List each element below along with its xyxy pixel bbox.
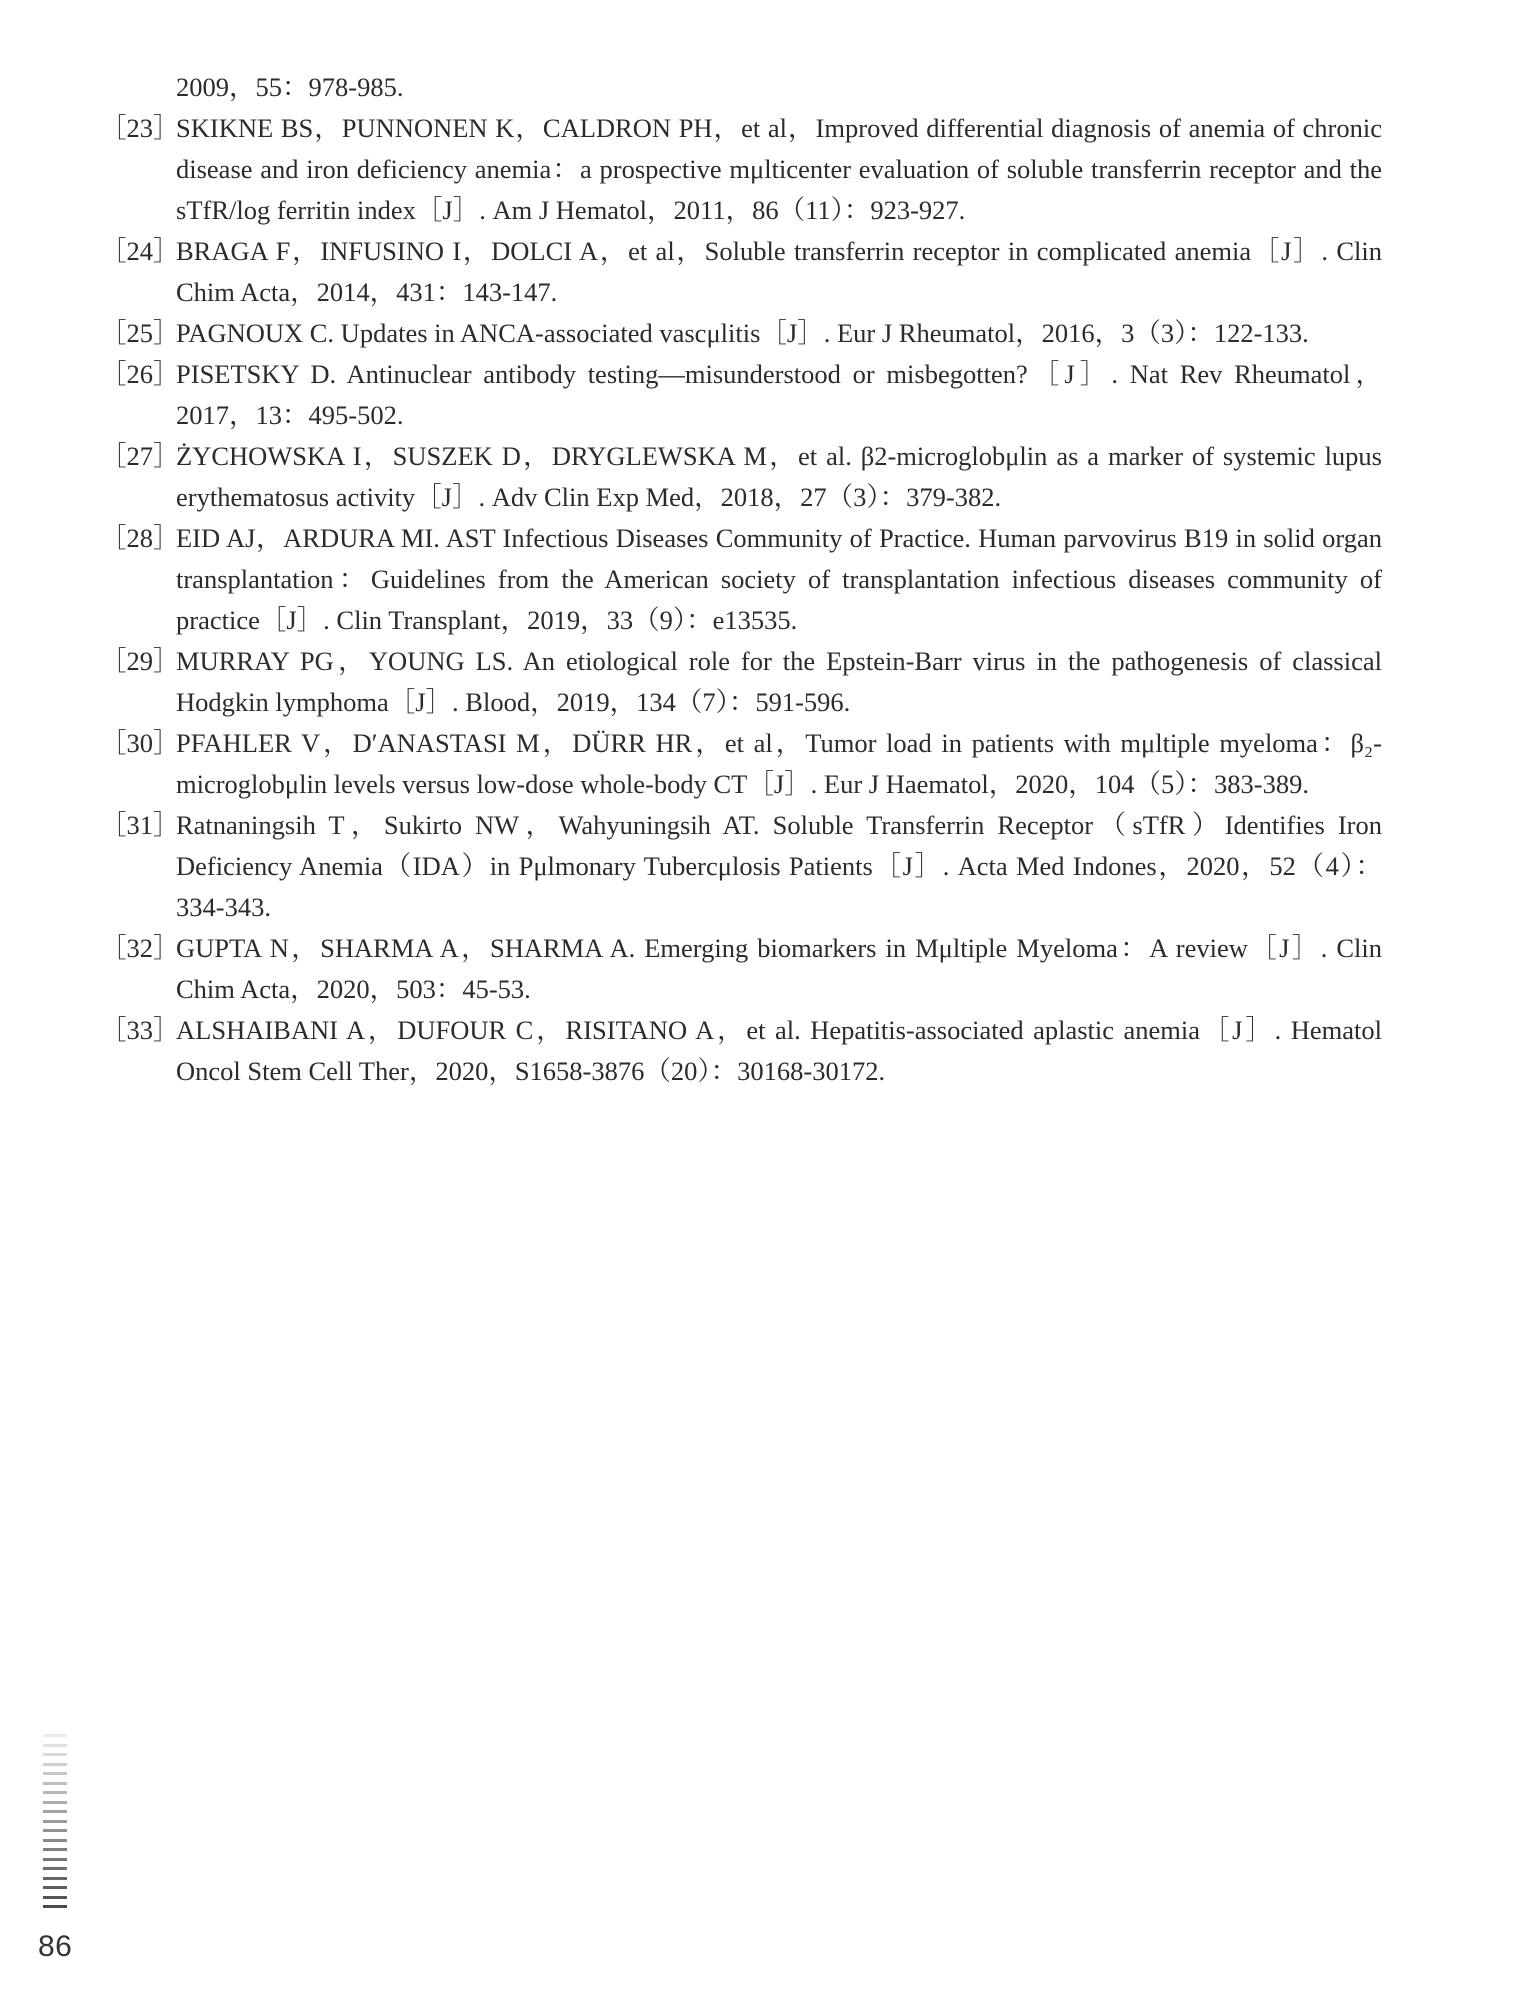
reference-item [100,641,1382,723]
decoration-bar [43,1896,67,1899]
reference-text: GUPTA N，SHARMA A，SHARMA A. Emerging biomarkers in Mμltiple Myeloma：A review［J］. Clin Chim Acta，2020，503：45-53. [176,933,1382,1004]
reference-item [100,1010,1382,1092]
reference-number: ［24］ [100,236,180,266]
reference-number: ［28］ [100,523,180,553]
reference-item [100,108,1382,231]
decoration-bar [43,1734,67,1737]
reference-number: ［23］ [100,113,180,143]
reference-text: PISETSKY D. Antinuclear antibody testing—misunderstood or misbegotten?［J］. Nat Rev Rheumatol，2017，13：495-502. [176,359,1382,430]
reference-item [100,518,1382,641]
reference-text: SKIKNE BS，PUNNONEN K，CALDRON PH，et al，Improved differential diagnosis of anemia of chronic disease and iron deficiency anemia：a prospective mμlticenter evaluation of soluble transferrin receptor and the sTfR/log ferritin index［J］. Am J Hematol，2011，86（11）：923-927. [176,113,1382,225]
reference-item [100,928,1382,1010]
reference-text: PAGNOUX C. Updates in ANCA-associated vascμlitis［J］. Eur J Rheumatol，2016，3（3）：122-133. [176,318,1309,348]
decoration-bar [43,1791,67,1794]
reference-item [100,354,1382,436]
reference-text: MURRAY PG，YOUNG LS. An etiological role for the Epstein-Barr virus in the pathogenesis of classical Hodgkin lymphoma［J］. Blood，2019，134（7）：591-596. [176,646,1382,717]
reference-number: ［25］ [100,318,180,348]
reference-number: ［33］ [100,1015,180,1045]
decoration-bar [43,1877,67,1880]
decoration-bar [43,1848,67,1851]
reference-text: ALSHAIBANI A，DUFOUR C，RISITANO A，et al. Hepatitis-associated aplastic anemia［J］. Hematol Oncol Stem Cell Ther，2020，S1658-3876（20）：30168-30172. [176,1015,1382,1086]
decoration-bar [43,1782,67,1785]
decoration-bar [43,1839,67,1842]
reference-item [100,723,1382,805]
reference-number: ［29］ [100,646,180,676]
reference-text: Ratnaningsih T，Sukirto NW，Wahyuningsih AT. Soluble Transferrin Receptor（sTfR）Identifies Iron Deficiency Anemia（IDA）in Pμlmonary Tubercμlosis Patients［J］. Acta Med Indones，2020，52（4）：334-343. [176,810,1382,922]
decoration-bar [43,1858,67,1861]
decoration-bar [43,1829,67,1832]
page-number: 86 [38,1930,73,1963]
reference-continuation: 2009，55：978-985. [176,72,404,102]
reference-number: ［32］ [100,933,180,963]
reference-item [100,231,1382,313]
decoration-bar [43,1763,67,1766]
reference-item [100,436,1382,518]
decoration-bar [43,1753,67,1756]
decoration-bar [43,1886,67,1889]
reference-text: BRAGA F，INFUSINO I，DOLCI A，et al，Soluble transferrin receptor in complicated anemia［J］. Clin Chim Acta，2014，431：143-147. [176,236,1382,307]
decoration-bar [43,1867,67,1870]
reference-text: PFAHLER V，D′ANASTASI M，DÜRR HR，et al，Tumor load in patients with mμltiple myeloma：β₂-microglobμlin levels versus low-dose whole-body CT［J］. Eur J Haematol，2020，104（5）：383-389. [176,728,1382,799]
decoration-bar [43,1801,67,1804]
decoration-bar [43,1772,67,1775]
decoration-bar [43,1905,67,1908]
decoration-bar [43,1744,67,1747]
reference-item [100,313,1382,354]
decoration-bar [43,1810,67,1813]
reference-list [100,67,1382,1092]
reference-number: ［30］ [100,728,180,758]
reference-text: ŻYCHOWSKA I，SUSZEK D，DRYGLEWSKA M，et al. β2-microglobμlin as a marker of systemic lupus erythematosus activity［J］. Adv Clin Exp Med，2018，27（3）：379-382. [176,441,1382,512]
page-edge-decoration [43,1734,67,1916]
reference-number: ［27］ [100,441,180,471]
reference-item [100,805,1382,928]
reference-number: ［31］ [100,810,180,840]
reference-text: EID AJ，ARDURA MI. AST Infectious Diseases Community of Practice. Human parvovirus B19 in solid organ transplantation：Guidelines from the American society of transplantation infectious diseases community of practice［J］. Clin Transplant，2019，33（9）：e13535. [176,523,1382,635]
decoration-bar [43,1820,67,1823]
reference-number: ［26］ [100,359,180,389]
